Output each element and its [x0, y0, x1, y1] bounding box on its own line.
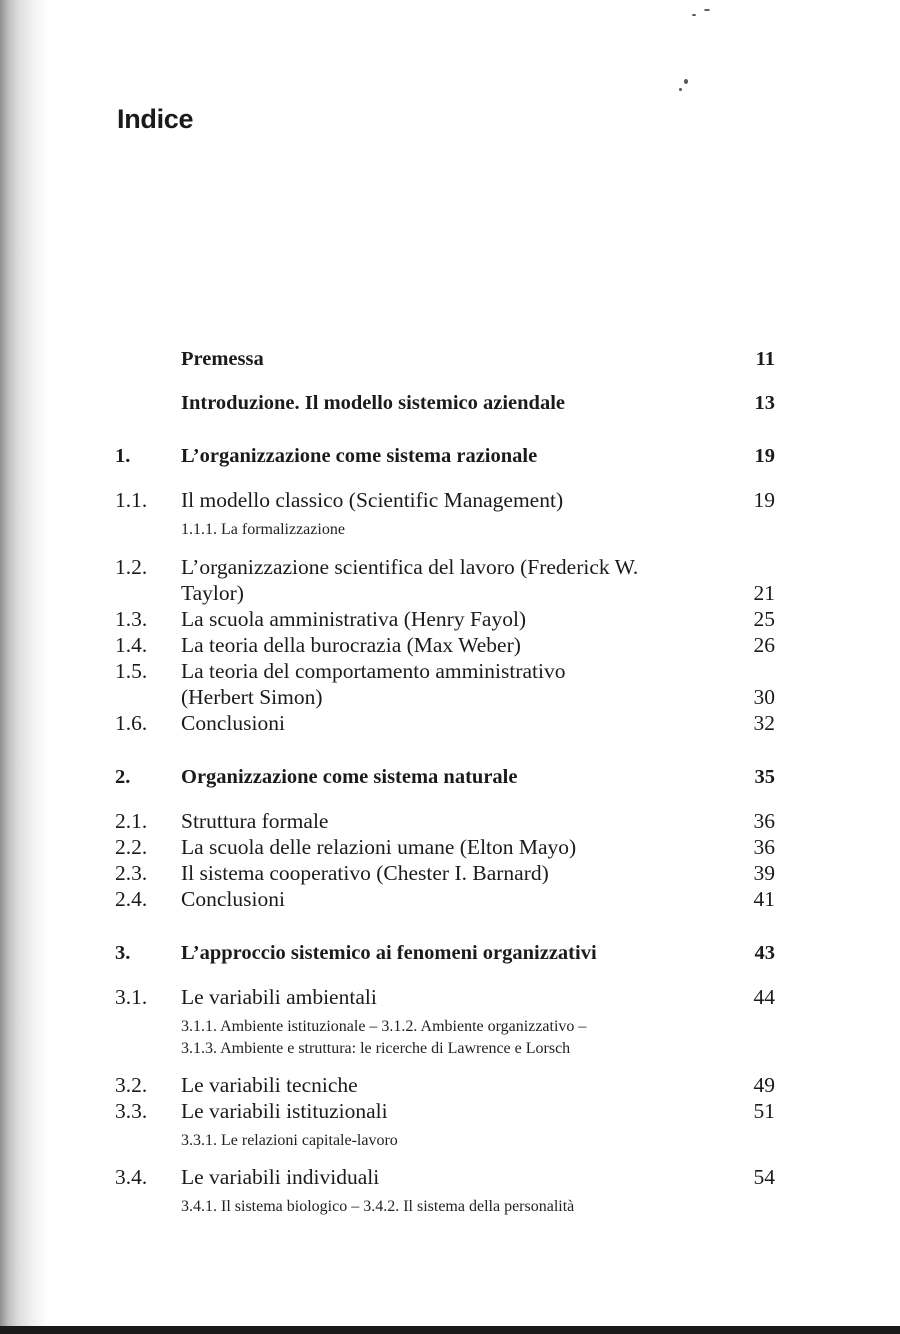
toc-chapter-3[interactable] [0, 940, 900, 966]
toc-subsection-list[interactable]: 3.1.3. Ambiente e struttura: le ricerche di Lawrence e Lorsch [181, 1040, 571, 1057]
toc-subsection-list[interactable]: 3.1.1. Ambiente istituzionale – 3.1.2. Ambiente organizzativo – [181, 1018, 587, 1035]
toc-page-number: 19 [753, 488, 775, 512]
toc-section-2-2[interactable] [0, 834, 900, 860]
toc-entry-title: L’organizzazione scientifica del lavoro (Frederick W. [181, 555, 639, 579]
toc-section-1-3[interactable] [0, 606, 900, 632]
toc-section-number: 2.4. [115, 887, 148, 911]
toc-chapter-1[interactable] [0, 443, 900, 469]
toc-page-number: 49 [753, 1073, 775, 1097]
toc-entry-title: Premessa [181, 348, 264, 370]
toc-section-1-2[interactable] [0, 554, 900, 580]
toc-page-number: 21 [753, 581, 775, 605]
toc-entry-title: Conclusioni [181, 887, 285, 911]
toc-section-1-5-continued[interactable] [0, 684, 900, 710]
toc-page-number: 43 [754, 942, 775, 964]
toc-entry-title: Struttura formale [181, 809, 329, 833]
toc-section-1-4[interactable] [0, 632, 900, 658]
toc-page-number: 32 [753, 711, 775, 735]
toc-section-3-3[interactable] [0, 1098, 900, 1124]
toc-section-1-2-continued[interactable] [0, 580, 900, 606]
toc-section-2-3[interactable] [0, 860, 900, 886]
toc-entry-title: Introduzione. Il modello sistemico aziendale [181, 392, 565, 414]
toc-section-number: 3.2. [115, 1073, 148, 1097]
page-title: Indice [117, 104, 194, 134]
toc-page-number: 11 [755, 348, 775, 370]
toc-page-number: 30 [753, 685, 775, 709]
toc-page-number: 54 [753, 1165, 775, 1189]
toc-section-3-2[interactable] [0, 1072, 900, 1098]
toc-page-number: 51 [753, 1099, 775, 1123]
toc-section-3-4[interactable] [0, 1164, 900, 1190]
toc-chapter-2[interactable] [0, 764, 900, 790]
toc-section-1-1[interactable] [0, 487, 900, 513]
toc-subsection-list[interactable]: 1.1.1. La formalizzazione [181, 521, 345, 538]
toc-section-1-5[interactable] [0, 658, 900, 684]
toc-entry-title: Organizzazione come sistema naturale [181, 766, 518, 788]
toc-subsection-list[interactable]: 3.3.1. Le relazioni capitale-lavoro [181, 1132, 398, 1149]
toc-page-number: 44 [753, 985, 775, 1009]
toc-subsection-list[interactable]: 3.4.1. Il sistema biologico – 3.4.2. Il sistema della personalità [181, 1198, 575, 1215]
toc-section-number: 3.4. [115, 1165, 148, 1189]
toc-section-number: 3.1. [115, 985, 148, 1009]
toc-section-number: 1.3. [115, 607, 148, 631]
toc-entry-title: L’approccio sistemico ai fenomeni organizzativi [181, 942, 597, 964]
ink-speck [679, 88, 682, 91]
toc-section-2-1[interactable] [0, 808, 900, 834]
toc-section-number: 2. [115, 766, 131, 788]
page-bottom-edge [0, 1326, 900, 1334]
toc-entry-title: Il sistema cooperativo (Chester I. Barnard) [181, 861, 549, 885]
toc-entry-introduzione[interactable] [0, 390, 900, 416]
toc-entry-title: Le variabili istituzionali [181, 1099, 388, 1123]
toc-entry-premessa[interactable] [0, 346, 900, 372]
toc-entry-title: L’organizzazione come sistema razionale [181, 445, 538, 467]
toc-entry-title: La teoria della burocrazia (Max Weber) [181, 633, 521, 657]
toc-entry-title: La teoria del comportamento amministrativo [181, 659, 566, 683]
ink-speck [684, 79, 688, 84]
toc-section-number: 1. [115, 445, 131, 467]
toc-entry-title: La scuola amministrativa (Henry Fayol) [181, 607, 527, 631]
toc-entry-title: La scuola delle relazioni umane (Elton Mayo) [181, 835, 577, 859]
toc-entry-title: Le variabili individuali [181, 1165, 380, 1189]
toc-page-number: 36 [753, 809, 775, 833]
toc-page-number: 35 [754, 766, 775, 788]
toc-section-1-6[interactable] [0, 710, 900, 736]
toc-page-number: 25 [753, 607, 775, 631]
toc-entry-title: Conclusioni [181, 711, 285, 735]
toc-page-number: 36 [753, 835, 775, 859]
toc-page-number: 26 [753, 633, 775, 657]
toc-entry-title: Taylor) [181, 581, 244, 605]
toc-page-number: 41 [753, 887, 775, 911]
toc-section-number: 3.3. [115, 1099, 148, 1123]
toc-section-number: 2.3. [115, 861, 148, 885]
toc-section-number: 2.2. [115, 835, 148, 859]
toc-section-number: 2.1. [115, 809, 148, 833]
toc-section-2-4[interactable] [0, 886, 900, 912]
toc-section-number: 1.6. [115, 711, 148, 735]
toc-section-number: 1.5. [115, 659, 148, 683]
toc-section-3-1[interactable] [0, 984, 900, 1010]
toc-section-number: 1.2. [115, 555, 148, 579]
toc-section-number: 1.4. [115, 633, 148, 657]
toc-entry-title: Il modello classico (Scientific Management) [181, 488, 564, 512]
ink-speck [692, 14, 696, 16]
toc-page-number: 19 [754, 445, 775, 467]
toc-section-number: 3. [115, 942, 131, 964]
toc-entry-title: Le variabili tecniche [181, 1073, 358, 1097]
toc-page-number: 39 [753, 861, 775, 885]
toc-entry-title: (Herbert Simon) [181, 685, 323, 709]
toc-entry-title: Le variabili ambientali [181, 985, 377, 1009]
toc-section-number: 1.1. [115, 488, 148, 512]
ink-speck [704, 9, 710, 11]
toc-page-number: 13 [754, 392, 775, 414]
